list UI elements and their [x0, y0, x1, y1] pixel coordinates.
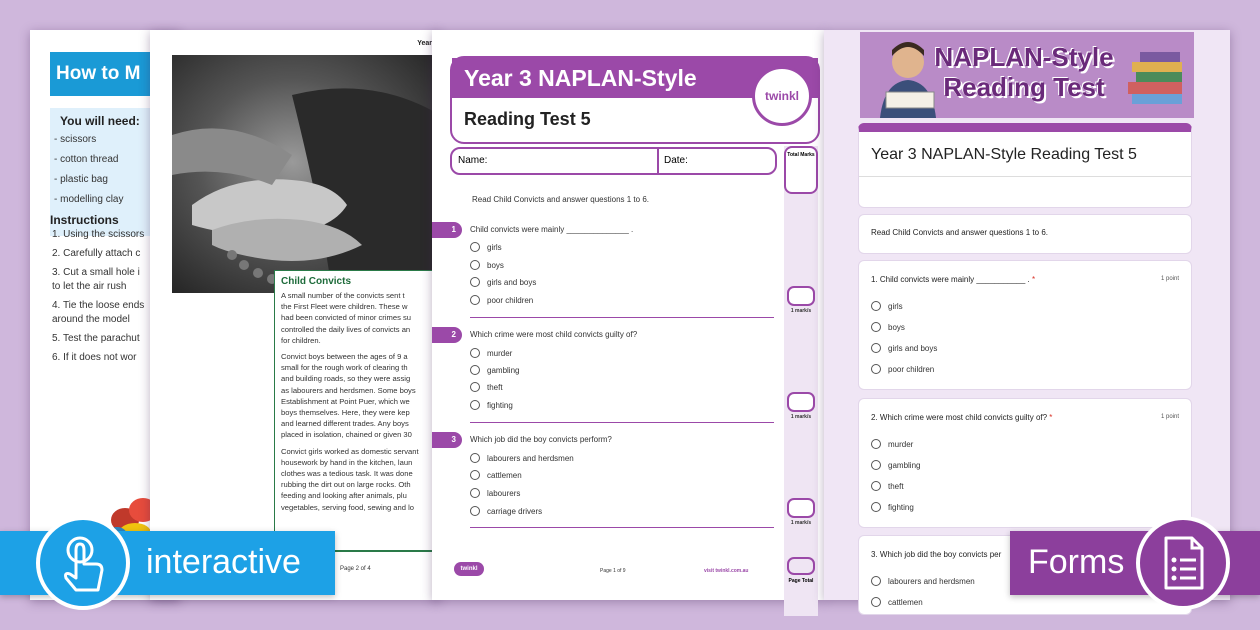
answer-option[interactable]: boys	[871, 322, 905, 332]
paragraph: Convict boys between the ages of 9 a small for the rough work of clearing th and building roads, so they were assig as labourers and herdsmen. Some boys Establishment at Point Puer, which we boys themselves. Here, they were kep and learned different trades. Any boys placed in isolation, chained or given 30	[281, 352, 416, 440]
question-text: Which job did the boy convicts perform?	[470, 435, 612, 444]
tap-hand-icon	[36, 516, 130, 610]
reading-text-sheet	[150, 30, 440, 600]
radio-icon[interactable]	[871, 481, 881, 491]
answer-option[interactable]: cattlemen	[871, 597, 923, 607]
answer-option[interactable]: girls and boys	[470, 277, 536, 287]
answer-option[interactable]: girls and boys	[871, 343, 937, 353]
radio-icon[interactable]	[470, 260, 480, 270]
divider	[859, 176, 1191, 177]
answer-option[interactable]: labourers and herdsmen	[871, 576, 975, 586]
form-intro-card	[858, 214, 1192, 254]
hands-photo-icon	[172, 55, 440, 293]
question-divider	[470, 422, 774, 423]
list-item: - modelling clay	[54, 194, 123, 214]
instructions-title: Instructions	[50, 213, 119, 227]
question-divider	[470, 317, 774, 318]
name-label: Name:	[458, 155, 488, 166]
radio-icon[interactable]	[871, 502, 881, 512]
convict-child-photo	[172, 55, 440, 293]
list-item: 5. Test the parachut	[52, 333, 140, 344]
total-marks-box: Total Marks	[784, 146, 818, 194]
google-forms-icon	[1136, 516, 1230, 610]
form-intro-text: Read Child Convicts and answer questions 1 to 6.	[871, 228, 1048, 237]
banner-subtitle: Reading Test 5	[464, 109, 591, 129]
question-divider	[470, 527, 774, 528]
answer-option[interactable]: boys	[470, 260, 504, 270]
form-banner-title: NAPLAN-Style Reading Test	[934, 42, 1114, 102]
question-number: 1	[432, 222, 462, 238]
child-convicts-text	[274, 270, 440, 550]
question-text: 1. Child convicts were mainly ___________ . *	[871, 275, 1036, 284]
list-item: - cotton thread	[54, 154, 123, 174]
page-total-label: Page Total	[788, 578, 814, 584]
divider	[657, 149, 659, 173]
banner-title: Year 3 NAPLAN-Style	[452, 58, 818, 98]
radio-icon[interactable]	[470, 400, 480, 410]
instructions-text: Read Child Convicts and answer questions 1 to 6.	[472, 195, 649, 204]
answer-option[interactable]: cattlemen	[470, 470, 522, 480]
list-item: - plastic bag	[54, 174, 123, 194]
radio-icon[interactable]	[871, 597, 881, 607]
answer-option[interactable]: murder	[470, 348, 512, 358]
answer-option[interactable]: carriage drivers	[470, 506, 542, 516]
answer-option[interactable]: labourers and herdsmen	[470, 453, 574, 463]
radio-icon[interactable]	[470, 453, 480, 463]
answer-option[interactable]: theft	[871, 481, 904, 491]
forms-badge	[1010, 531, 1260, 595]
google-form-preview	[824, 30, 1230, 607]
mark-box[interactable]	[787, 286, 815, 306]
radio-icon[interactable]	[470, 382, 480, 392]
answer-option[interactable]: gambling	[871, 460, 920, 470]
radio-icon[interactable]	[871, 439, 881, 449]
list-item: 4. Tie the loose ends around the model	[52, 300, 145, 325]
radio-icon[interactable]	[470, 488, 480, 498]
materials-list	[54, 134, 123, 214]
mark-box[interactable]	[787, 498, 815, 518]
sheet-header: How to M	[50, 52, 180, 96]
form-title-card	[858, 123, 1192, 208]
worksheet-banner	[450, 56, 820, 144]
radio-icon[interactable]	[470, 295, 480, 305]
list-item: - scissors	[54, 134, 123, 154]
text-title: Child Convicts	[281, 276, 352, 287]
paragraph: A small number of the convicts sent t the First Fleet were children. These w had been convicted of minor crimes su controlled the daily lives of convicts an for children.	[281, 291, 412, 345]
mark-box[interactable]	[787, 392, 815, 412]
interactive-badge	[0, 531, 335, 595]
radio-icon[interactable]	[871, 364, 881, 374]
radio-icon[interactable]	[871, 301, 881, 311]
question-card	[858, 398, 1192, 528]
question-text: Which crime were most child convicts guilty of?	[470, 330, 638, 339]
date-label: Date:	[664, 155, 688, 166]
question-number: 3	[432, 432, 462, 448]
answer-option[interactable]: girls	[470, 242, 502, 252]
year-label: Year	[417, 40, 432, 47]
radio-icon[interactable]	[871, 343, 881, 353]
answer-option[interactable]: girls	[871, 301, 903, 311]
question-text: 2. Which crime were most child convicts guilty of? *	[871, 413, 1053, 422]
question-number: 2	[432, 327, 462, 343]
question-text: 3. Which job did the boy convicts per	[871, 550, 1002, 559]
worksheet-footer	[432, 562, 825, 600]
twinkl-logo: twinkl	[454, 562, 484, 576]
form-title: Year 3 NAPLAN-Style Reading Test 5	[871, 146, 1137, 163]
answer-option[interactable]: poor children	[871, 364, 934, 374]
page-total-box[interactable]	[787, 557, 815, 575]
answer-option[interactable]: fighting	[871, 502, 914, 512]
interactive-label: interactive	[146, 543, 301, 581]
answer-option[interactable]: labourers	[470, 488, 520, 498]
question-card	[858, 260, 1192, 390]
radio-icon[interactable]	[871, 576, 881, 586]
twinkl-logo: twinkl	[752, 66, 812, 126]
radio-icon[interactable]	[470, 365, 480, 375]
paragraph: Convict girls worked as domestic servant housework by hand in the kitchen, laun clothes was a tedious task. It was done rubbing the dirt out on large rocks. Oth feeding and looking after animals, plu vegetables, serving food, sewing and lo	[281, 446, 419, 512]
list-item: 3. Cut a small hole i to let the air rush	[52, 267, 140, 292]
page-number: Page 2 of 4	[340, 566, 371, 572]
radio-icon[interactable]	[470, 348, 480, 358]
marks-column	[784, 146, 818, 616]
name-date-box	[450, 147, 777, 175]
reading-test-worksheet	[432, 30, 825, 600]
mark-label: 1 mark/s	[790, 414, 812, 420]
form-banner	[860, 32, 1194, 118]
list-item: 6. If it does not wor	[52, 352, 137, 363]
mark-label: 1 mark/s	[790, 308, 812, 314]
radio-icon[interactable]	[470, 506, 480, 516]
radio-icon[interactable]	[871, 322, 881, 332]
list-item: 1. Using the scissors	[52, 229, 145, 240]
answer-option[interactable]: fighting	[470, 400, 513, 410]
answer-option[interactable]: poor children	[470, 295, 533, 305]
answer-option[interactable]: theft	[470, 382, 503, 392]
page-number: Page 1 of 9	[600, 568, 626, 574]
radio-icon[interactable]	[871, 460, 881, 470]
points-label: 1 point	[1160, 276, 1179, 282]
answer-option[interactable]: gambling	[470, 365, 519, 375]
forms-label: Forms	[1028, 543, 1125, 581]
points-label: 1 point	[1160, 414, 1179, 420]
site-link: visit twinkl.com.au	[704, 568, 749, 574]
radio-icon[interactable]	[470, 470, 480, 480]
list-item: 2. Carefully attach c	[52, 248, 141, 259]
radio-icon[interactable]	[470, 242, 480, 252]
answer-option[interactable]: murder	[871, 439, 913, 449]
question-text: Child convicts were mainly ______________ .	[470, 225, 634, 234]
you-will-need-title: You will need:	[60, 114, 140, 128]
radio-icon[interactable]	[470, 277, 480, 287]
mark-label: 1 mark/s	[790, 520, 812, 526]
